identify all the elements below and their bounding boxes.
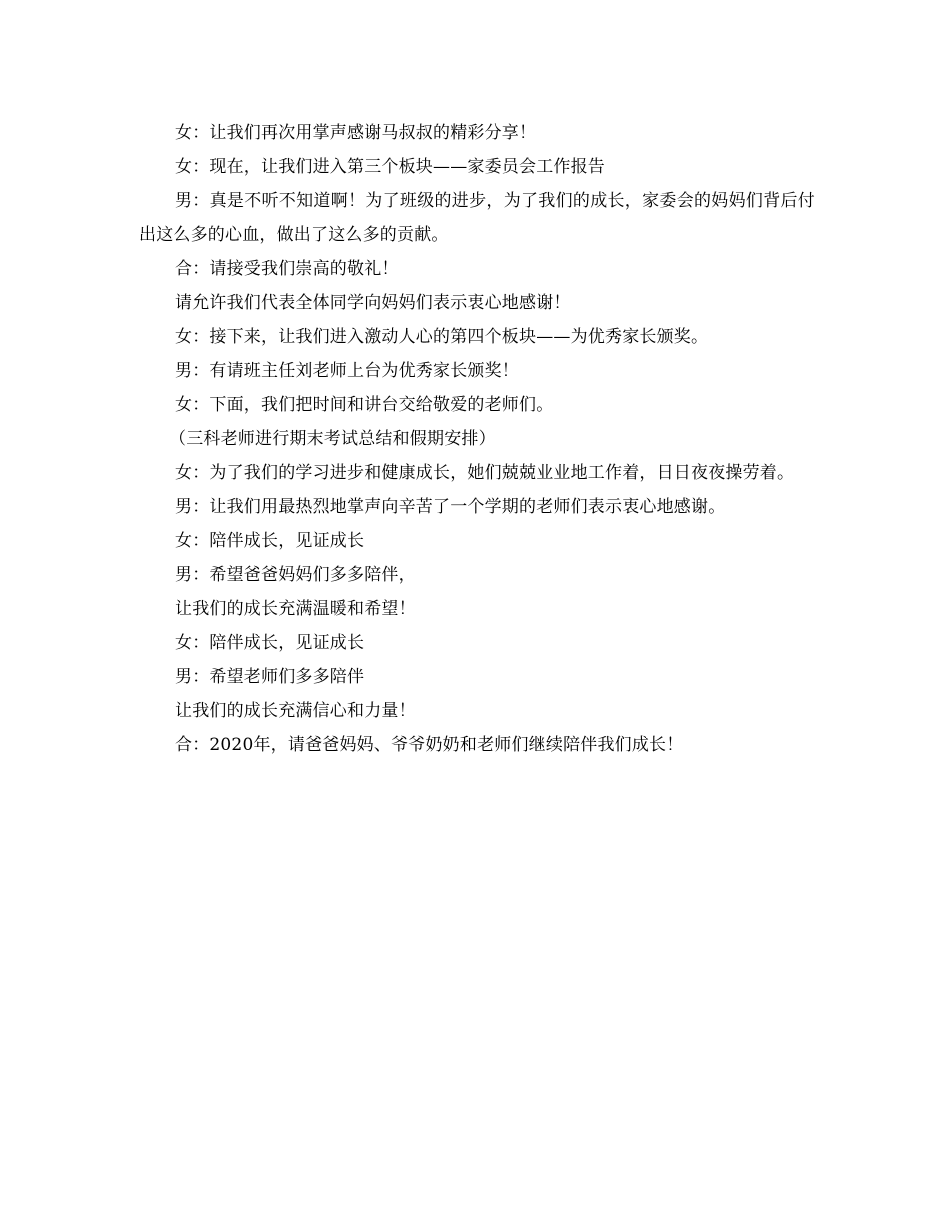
paragraph: 请允许我们代表全体同学向妈妈们表示衷心地感谢！ <box>175 293 571 313</box>
paragraph: 合：请接受我们崇高的敬礼！ <box>175 259 399 279</box>
script-body <box>139 116 815 762</box>
paragraph: 女：陪伴成长，见证成长 <box>175 633 365 653</box>
paragraph: 男：希望老师们多多陪伴 <box>175 667 365 687</box>
paragraph: 女：接下来，让我们进入激动人心的第四个板块——为优秀家长颁奖。 <box>175 327 709 347</box>
paragraph: 让我们的成长充满信心和力量！ <box>175 701 416 721</box>
paragraph: 男：让我们用最热烈地掌声向辛苦了一个学期的老师们表示衷心地感谢。 <box>175 497 726 517</box>
stage-direction: （三科老师进行期末考试总结和假期安排） <box>169 429 496 449</box>
paragraph: 女：让我们再次用掌声感谢马叔叔的精彩分享！ <box>175 123 537 143</box>
paragraph: 男：有请班主任刘老师上台为优秀家长颁奖！ <box>175 361 519 381</box>
paragraph: 合：2020年，请爸爸妈妈、爷爷奶奶和老师们继续陪伴我们成长！ <box>175 735 684 755</box>
paragraph: 女：现在，让我们进入第三个板块——家委员会工作报告 <box>175 157 605 177</box>
paragraph: 女：为了我们的学习进步和健康成长，她们兢兢业业地工作着，日日夜夜操劳着。 <box>175 463 795 483</box>
paragraph: 女：陪伴成长，见证成长 <box>175 531 365 551</box>
paragraph: 男：真是不听不知道啊！为了班级的进步，为了我们的成长，家委会的妈妈们背后付出这么多的心血，做出了这么多的贡献。 <box>139 191 815 245</box>
paragraph: 女：下面，我们把时间和讲台交给敬爱的老师们。 <box>175 395 554 415</box>
paragraph: 男：希望爸爸妈妈们多多陪伴， <box>175 565 416 585</box>
paragraph: 让我们的成长充满温暖和希望！ <box>175 599 416 619</box>
